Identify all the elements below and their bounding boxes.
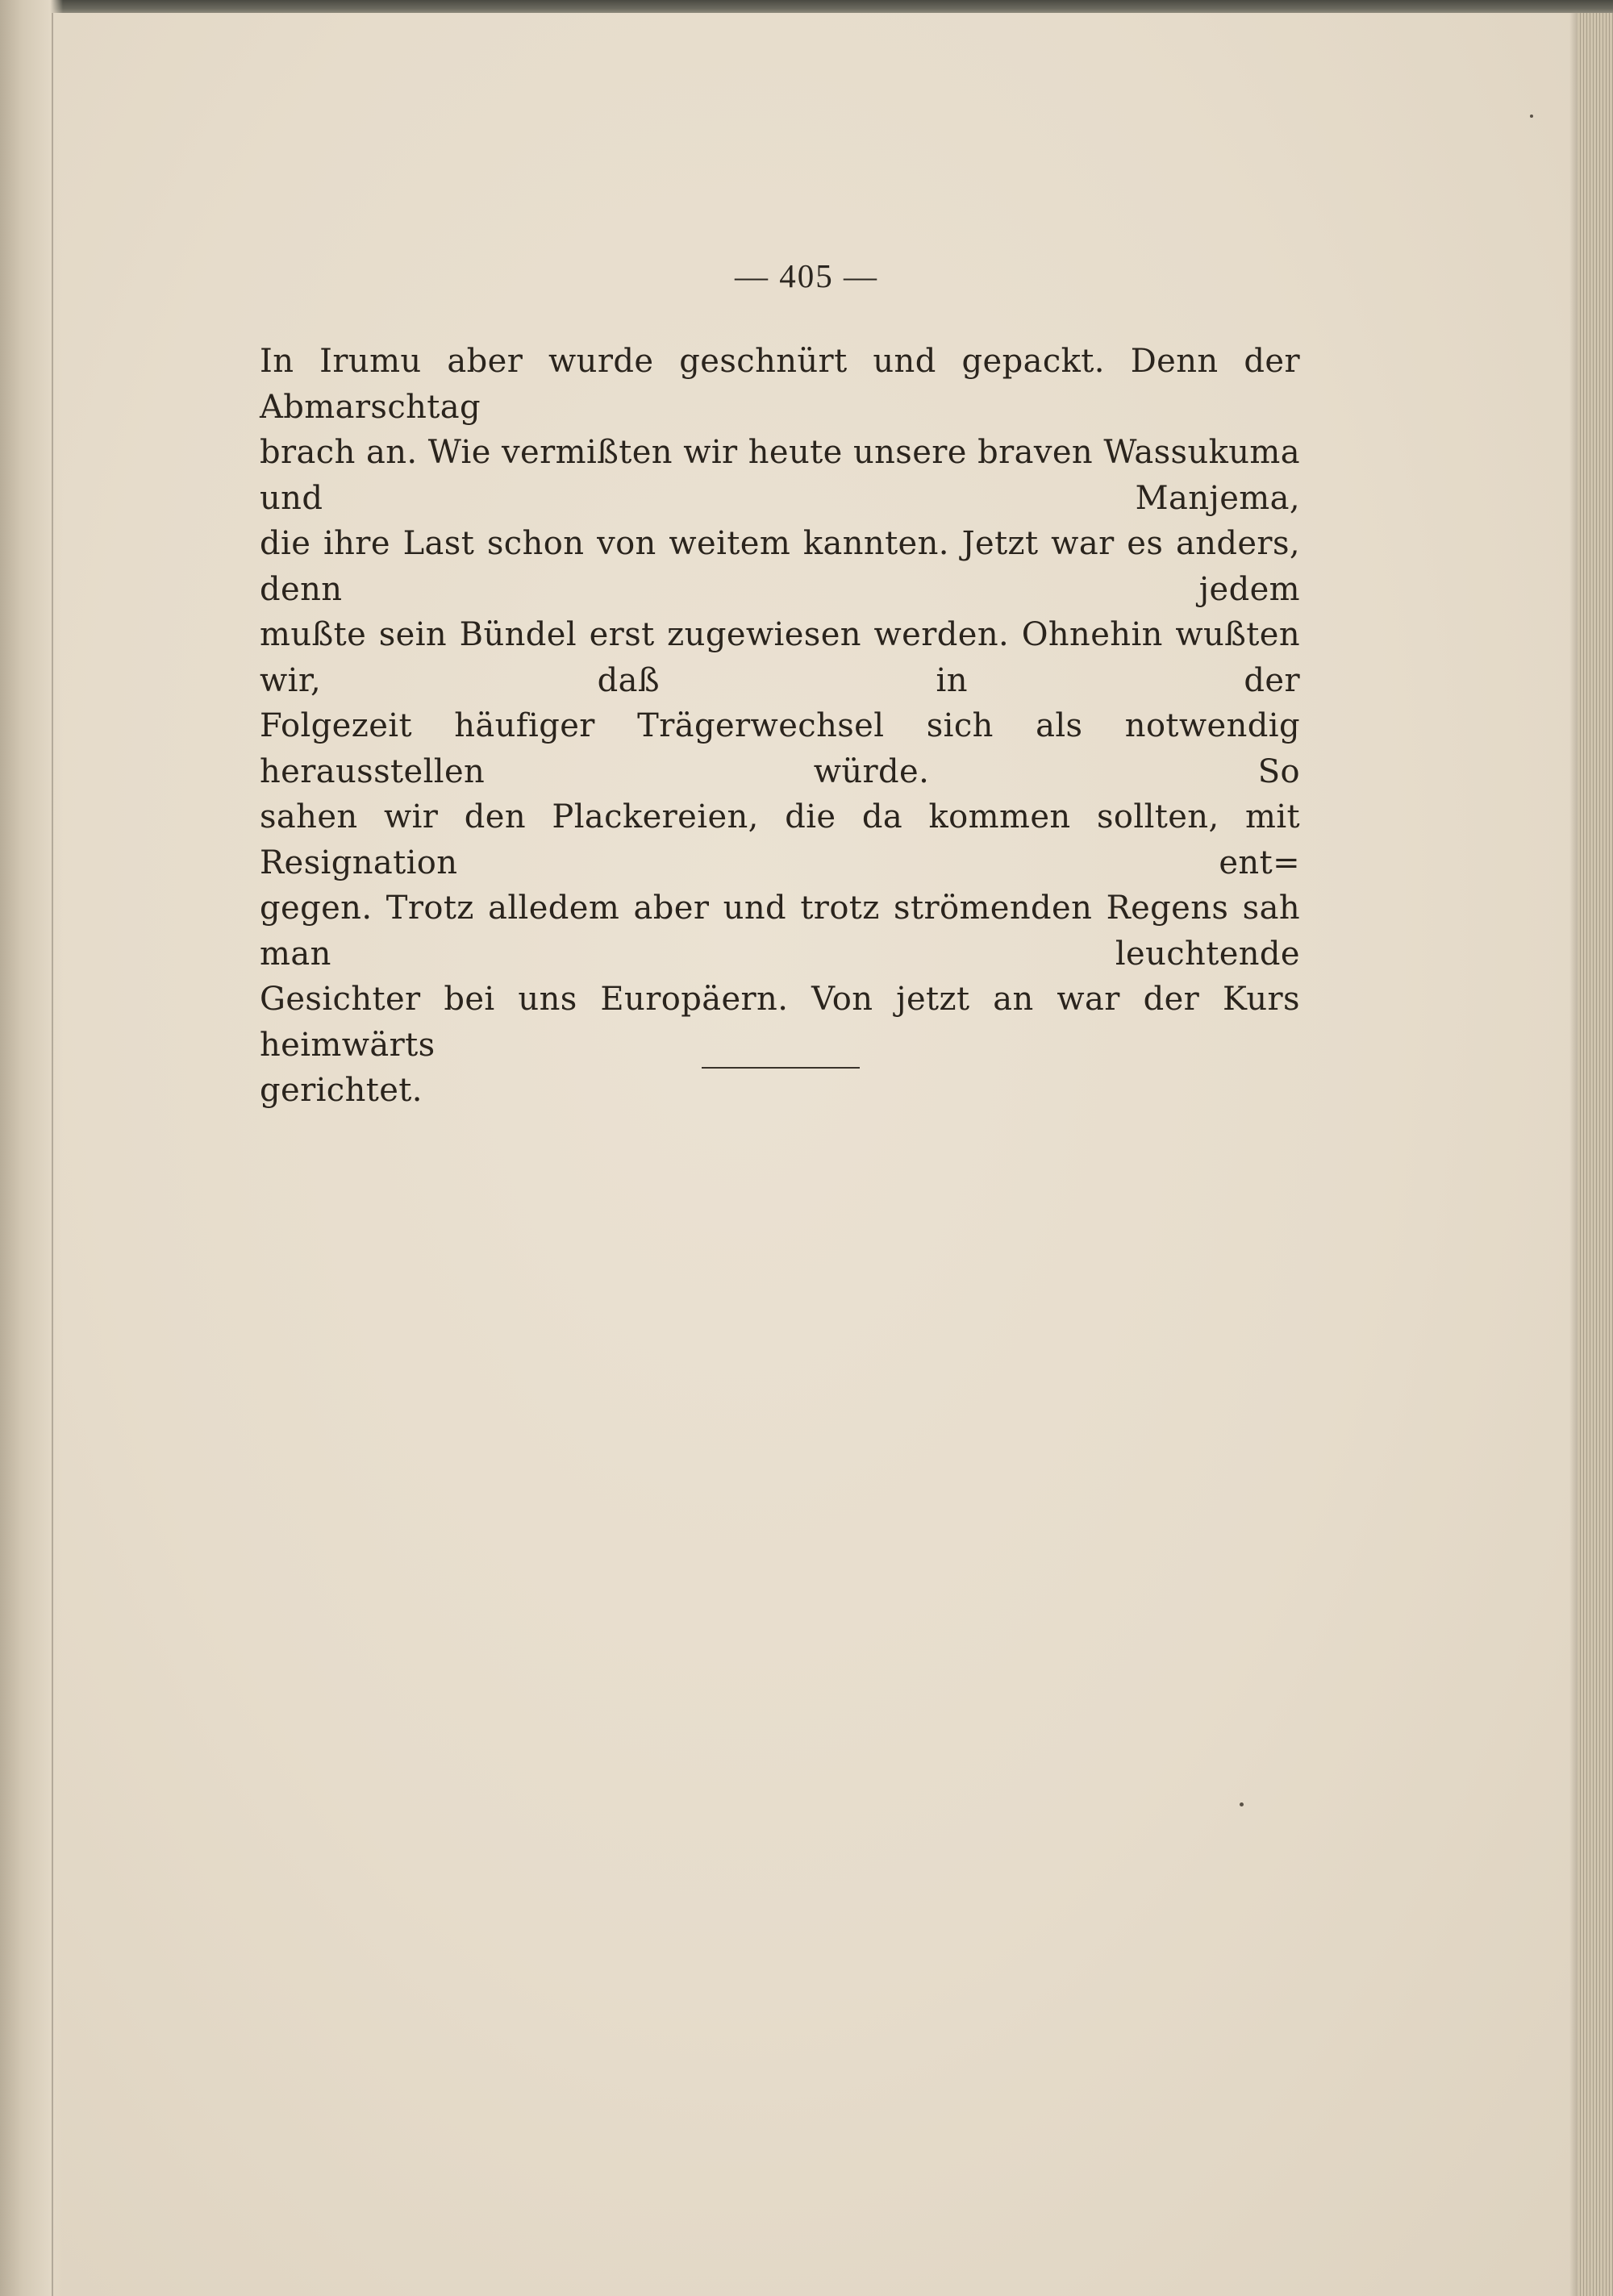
text-line: Folgezeit häufiger Trägerwechsel sich als notwendig herausstellen würde. So bbox=[260, 707, 1300, 790]
paper-speck bbox=[1240, 1802, 1244, 1806]
text-line: sahen wir den Plackereien, die da kommen sollten, mit Resignation ent= bbox=[260, 798, 1300, 881]
text-line: mußte sein Bündel erst zugewiesen werden. Ohnehin wußten wir, daß in der bbox=[260, 616, 1300, 699]
page-gutter bbox=[0, 0, 63, 2296]
paper-speck bbox=[1530, 115, 1533, 118]
stacked-page-edges bbox=[1578, 13, 1613, 2296]
text-line: gerichtet. bbox=[260, 1072, 423, 1109]
text-line: die ihre Last schon von weitem kannten. Jetzt war es anders, denn jedem bbox=[260, 525, 1300, 608]
text-line: brach an. Wie vermißten wir heute unsere braven Wassukuma und Manjema, bbox=[260, 434, 1300, 517]
text-line: In Irumu aber wurde geschnürt und gepackt. Denn der Abmarschtag bbox=[260, 343, 1300, 426]
gutter-fold bbox=[52, 13, 53, 2296]
body-paragraph bbox=[260, 339, 1300, 1114]
page-edge-shadow bbox=[1569, 13, 1578, 2296]
section-end-rule bbox=[702, 1067, 860, 1069]
text-line: Gesichter bei uns Europäern. Von jetzt an war der Kurs heimwärts bbox=[260, 981, 1300, 1064]
page-number: — 405 — bbox=[735, 257, 878, 294]
text-line: gegen. Trotz alledem aber und trotz strömenden Regens sah man leuchtende bbox=[260, 890, 1300, 973]
